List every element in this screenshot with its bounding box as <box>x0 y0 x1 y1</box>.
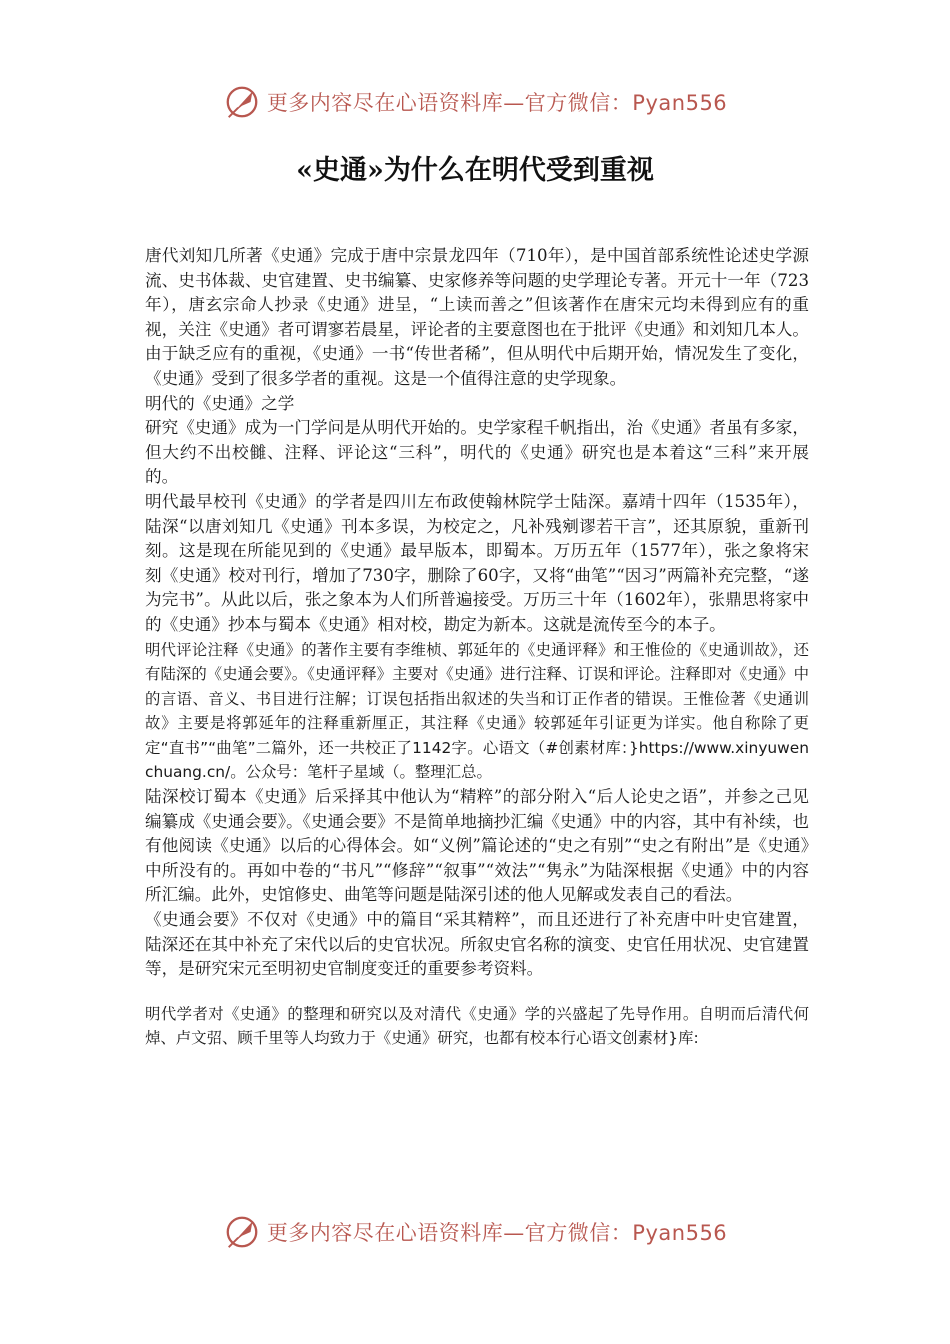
paragraph-intro: 唐代刘知几所著《史通》完成于唐中宗景龙四年（710年），是中国首部系统性论述史学源流、史书体裁、史官建置、史书编纂、史家修养等问题的史学理论专著。开元十一年（723年），唐玄宗命人抄录《史通》进呈，“上读而善之”但该著作在唐宋元均未得到应有的重视，关注《史通》者可谓寥若晨星，评论者的主要意图也在于批评《史通》和刘知几本人。由于缺乏应有的重视，《史通》一书“传世者稀”，但从明代中后期开始，情况发生了变化，《史通》受到了很多学者的重视。这是一个值得注意的史学现象。 <box>145 246 809 388</box>
document-body <box>145 244 809 1051</box>
paragraph-three-disciplines: 研究《史通》成为一门学问是从明代开始的。史学家程千帆指出，治《史通》者虽有多家，但大约不出校雠、注释、评论这“三科”，明代的《史通》研究也是本着这“三科”来开展的。 <box>145 418 809 487</box>
quill-logo-icon <box>223 83 261 121</box>
header-watermark-text: 更多内容尽在心语资料库—官方微信：Pyan556 <box>266 91 728 115</box>
document-title: «史通»为什么在明代受到重视 <box>296 155 654 186</box>
quill-logo-icon <box>223 1213 261 1251</box>
header-watermark-banner <box>0 80 950 124</box>
footer-watermark-text: 更多内容尽在心语资料库—官方微信：Pyan556 <box>266 1221 728 1245</box>
paragraph-collation: 明代最早校刊《史通》的学者是四川左布政使翰林院学士陆深。嘉靖十四年（1535年），陆深“以唐刘知几《史通》刊本多误，为校定之，凡补残剜谬若干言”，还其原貌，重新刊刻。这是现在所能见到的《史通》最早版本，即蜀本。万历五年（1577年），张之象将宋刻《史通》校对刊行，增加了730字，删除了60字，又将“曲笔”“因习”两篇补充完整，“遂为完书”。从此以后，张之象本为人们所普遍接受。万历三十年（1602年），张鼎思将家中的《史通》抄本与蜀本《史通》相对校，勘定为新本。这就是流传至今的本子。 <box>145 491 809 634</box>
paragraph-commentaries: 明代评论注释《史通》的著作主要有李维桢、郭延年的《史通评释》和王惟俭的《史通训故》，还有陆深的《史通会要》。《史通评释》主要对《史通》进行注释、订误和评论。注释即对《史通》中的言语、音义、书目进行注解；订误包括指出叙述的失当和订正作者的错误。王惟俭著《史通训故》主要是将郭延年的注释重新厘正，其注释《史通》较郭延年引证更为详实。他自称除了更定“直书”“曲笔”二篇外，还一共校正了1142字。心语文（#创素材库：}https://www.xinyuwenchuang.cn/。公众号：笔杆子星域（。整理汇总。 <box>145 640 809 782</box>
paragraph-huiyao-supplement: 《史通会要》不仅对《史通》中的篇目“采其精粹”，而且还进行了补充唐中叶史官建置，陆深还在其中补充了宋代以后的史官状况。所叙史官名称的演变、史官任用状况、史官建置等，是研究宋元至明初史官制度变迁的重要参考资料。 <box>145 910 809 979</box>
section-heading: 明代的《史通》之学 <box>145 393 295 413</box>
paragraph-gap <box>145 982 809 1002</box>
paragraph-conclusion: 明代学者对《史通》的整理和研究以及对清代《史通》学的兴盛起了先导作用。自明而后清代何焯、卢文弨、顾千里等人均致力于《史通》研究，也都有校本行心语文创素材}库: <box>145 1004 809 1048</box>
paragraph-lushen-huiyao: 陆深校订蜀本《史通》后采择其中他认为“精粹”的部分附入“后人论史之语”，并参之己见编纂成《史通会要》。《史通会要》不是简单地摘抄汇编《史通》中的内容，其中有补续，也有他阅读《史通》以后的心得体会。如“义例”篇论述的“史之有别”“史之有附出”是《史通》中所没有的。再如中卷的“书凡”“修辞”“叙事”“效法”“隽永”为陆深根据《史通》中的内容所汇编。此外，史馆修史、曲笔等问题是陆深引述的他人见解或发表自己的看法。 <box>145 787 809 905</box>
footer-watermark-banner <box>0 1210 950 1254</box>
